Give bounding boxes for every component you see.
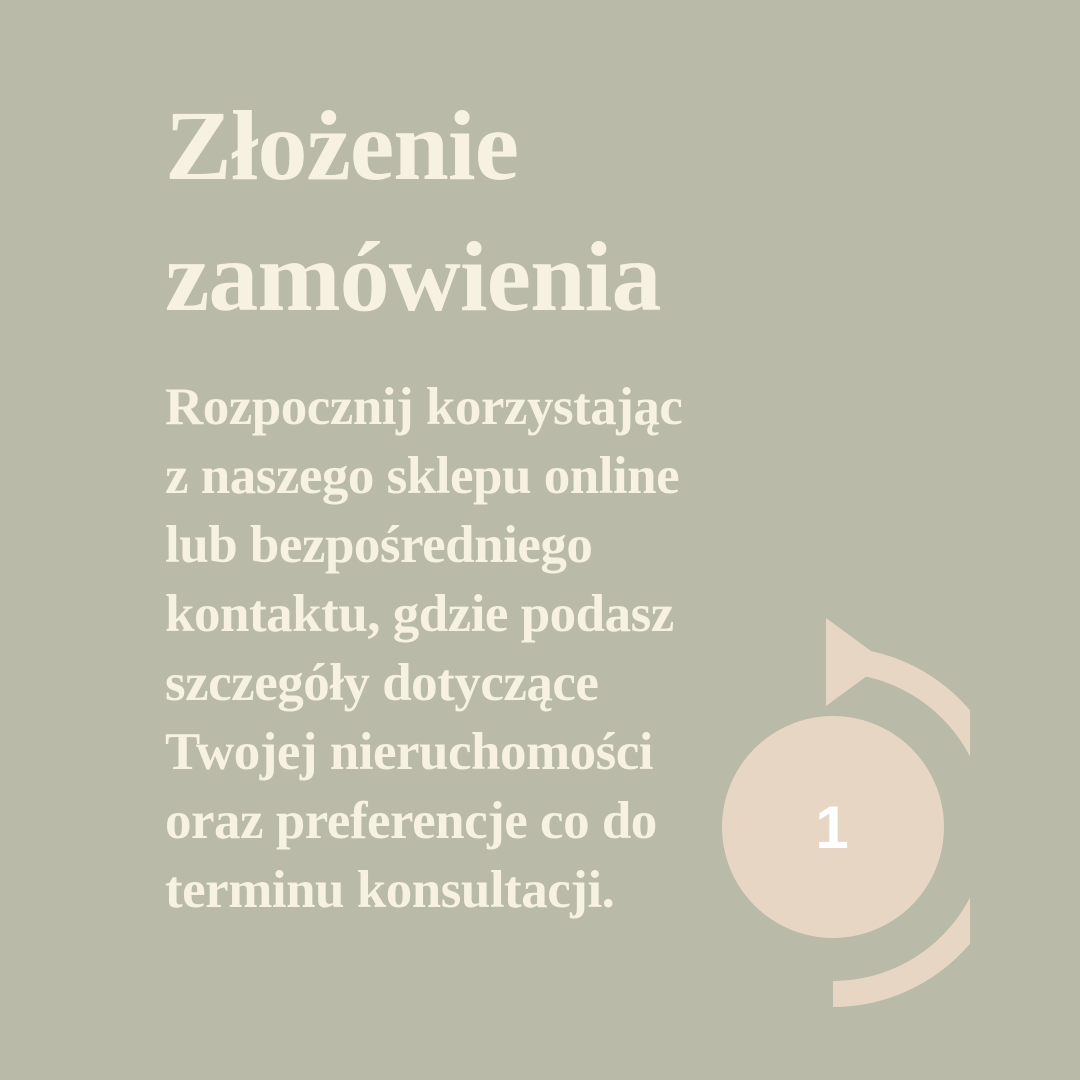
body-text-line: terminu konsultacji. (165, 861, 615, 919)
body-text-line: kontaktu, gdzie podasz (165, 585, 674, 643)
page-title-line-1: Złożenie (165, 90, 519, 201)
page-title (165, 80, 660, 342)
body-text-line: szczegóły dotyczące (165, 654, 599, 712)
body-text-line: z naszego sklepu online (165, 447, 680, 505)
body-text-line: lub bezpośredniego (165, 516, 593, 574)
step-badge-graphic (640, 585, 970, 1025)
body-text-line: Rozpocznij korzystając (165, 378, 683, 436)
body-text-line: oraz preferencje co do (165, 792, 657, 850)
page-title-line-2: zamówienia (165, 221, 661, 332)
body-text-line: Twojej nieruchomości (165, 723, 654, 781)
step-number: 1 (815, 794, 849, 861)
body-text (165, 373, 685, 925)
arrowhead-icon (826, 618, 886, 706)
